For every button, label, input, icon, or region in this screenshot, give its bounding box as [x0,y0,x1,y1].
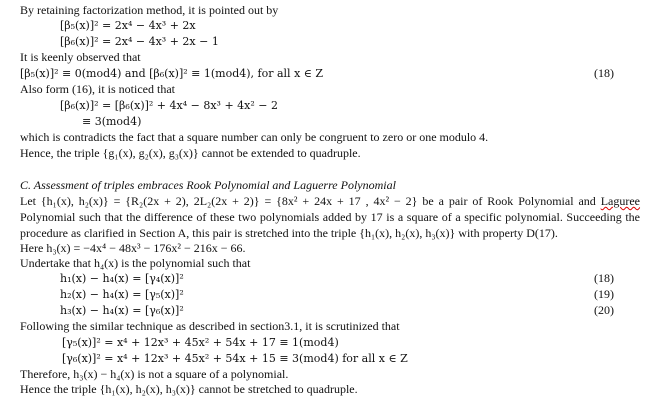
text-line: Hence the triple {h₁(x), h₂(x), h₃(x)} cannot be stretched to quadruple. [20,382,358,396]
equation-row [20,271,640,286]
text-line: Also form (16), it is noticed that [20,82,175,96]
equation-number: (18) [594,271,614,285]
text-line: procedure as clarified in Section A, this pair is stretched into the triple {h₁(x), h₂(x), h₃(x)} with property D(17). [20,226,558,240]
section-heading: C. Assessment of triples embraces Rook Polynomial and Laguerre Polynomial [20,178,396,192]
equation: [γ₆(x)]² = x⁴ + 12x³ + 45x² + 54x + 15 ≡ 3(mod4) for all x ∈ Z [62,352,408,365]
text-line: Here h₃(x) = −4x⁴ − 48x³ − 176x² − 216x − 66. [20,241,246,255]
text-line: which is contradicts the fact that a square number can only be congruent to zero or one modulo 4. [20,130,489,144]
equation-row [20,287,640,302]
misspelled-word: Laguree [600,194,641,208]
equation: [β₆(x)]² = 2x⁴ − 4x³ + 2x − 1 [60,35,219,48]
text-line: By retaining factorization method, it is pointed out by [20,3,279,17]
equation: [β₆(x)]² = [β₆(x)]² + 4x⁴ − 8x³ + 4x² − 2 [60,99,278,112]
equation: h₁(x) − h₄(x) = [γ₄(x)]² [60,272,184,285]
equation-number: (19) [594,287,614,301]
equation: h₂(x) − h₄(x) = [γ₅(x)]² [60,288,184,301]
equation-row [20,66,640,81]
text-line: Following the similar technique as described in section3.1, it is scrutinized that [20,319,400,333]
text-span: Let {h₁(x), h₂(x)} = {R₂(2x + 2), 2L₂(2x + 2)} = {8x² + 24x + 17 , 4x² − 2} be a pair of Rook Polynomial and [20,194,596,208]
equation: ≡ 3(mod4) [82,115,142,128]
equation: [γ₅(x)]² = x⁴ + 12x³ + 45x² + 54x + 17 ≡ 1(mod4) [62,336,339,349]
equation: [β₅(x)]² = 2x⁴ − 4x³ + 2x [60,19,196,32]
equation-number: (18) [594,66,614,80]
equation-row [20,303,640,318]
equation: [β₅(x)]² ≡ 0(mod4) and [β₆(x)]² ≡ 1(mod4), for all x ∈ Z [20,67,324,80]
text-line: Therefore, h₃(x) − h₄(x) is not a square of a polynomial. [20,367,289,381]
text-line: Undertake that h₄(x) is the polynomial such that [20,256,251,270]
text-line: It is keenly observed that [20,50,141,64]
equation: h₃(x) − h₄(x) = [γ₆(x)]² [60,304,184,317]
equation-number: (20) [594,303,614,317]
text-line [20,194,640,209]
text-line: Polynomial such that the difference of these two polynomials added by 17 is a square of a specific polynomial. Succeeding the [20,210,640,224]
text-line: Hence, the triple {g₁(x), g₂(x), g₃(x)} cannot be extended to quadruple. [20,146,361,160]
